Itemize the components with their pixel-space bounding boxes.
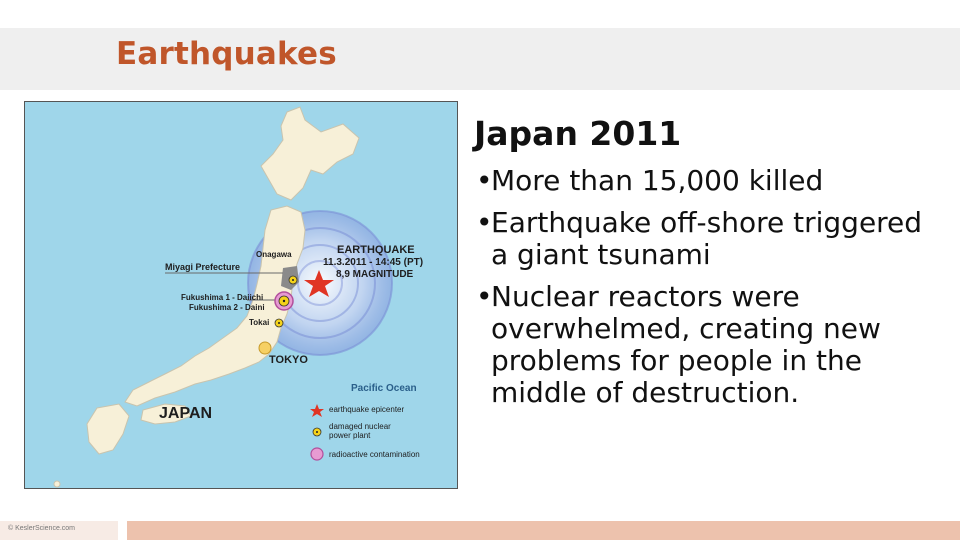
legend-plant-label-2: power plant <box>329 431 371 440</box>
tokai-label: Tokai <box>249 318 270 327</box>
earthquake-label-title: EARTHQUAKE <box>337 244 415 256</box>
kyushu-island <box>87 404 129 454</box>
fukushima1-label: Fukushima 1 - Daiichi <box>181 293 264 302</box>
nuclear-plant-icon-onagawa <box>289 276 297 284</box>
nuclear-plant-icon-fukushima <box>279 296 289 306</box>
bullet-list <box>476 165 946 419</box>
bullet-item: • More than 15,000 killed <box>476 165 946 197</box>
japan-earthquake-map <box>24 101 458 489</box>
legend-plant-label-1: damaged nuclear <box>329 422 391 431</box>
bullet-item: • Nuclear reactors were overwhelmed, creating new problems for people in the middle of destruction. <box>476 281 946 409</box>
island <box>54 481 60 487</box>
hokkaido-island <box>261 107 359 200</box>
japan-label: JAPAN <box>159 405 213 422</box>
content-heading: Japan 2011 <box>474 114 682 153</box>
onagawa-label: Onagawa <box>256 250 292 259</box>
fukushima2-label: Fukushima 2 - Daini <box>189 303 265 312</box>
legend-nuclear-icon <box>313 428 321 436</box>
legend-epicenter-label: earthquake epicenter <box>329 405 405 414</box>
slide-title: Earthquakes <box>116 36 337 72</box>
footer-accent-bar <box>127 521 960 540</box>
tokyo-marker <box>259 342 271 354</box>
earthquake-label-magnitude: 8,9 MAGNITUDE <box>336 269 414 280</box>
pacific-ocean-label: Pacific Ocean <box>351 383 417 394</box>
legend-star-icon <box>310 404 324 417</box>
legend-contamination-label: radioactive contamination <box>329 450 420 459</box>
legend-contamination-icon <box>311 448 323 460</box>
earthquake-label-time: 11.3.2011 - 14:45 (PT) <box>323 257 424 268</box>
footer-copyright: © KeslerScience.com <box>8 525 76 532</box>
bullet-item: • Earthquake off-shore triggered a giant tsunami <box>476 207 946 271</box>
tokyo-label: TOKYO <box>269 354 308 366</box>
miyagi-label: Miyagi Prefecture <box>165 262 241 272</box>
nuclear-plant-icon-tokai <box>275 319 283 327</box>
